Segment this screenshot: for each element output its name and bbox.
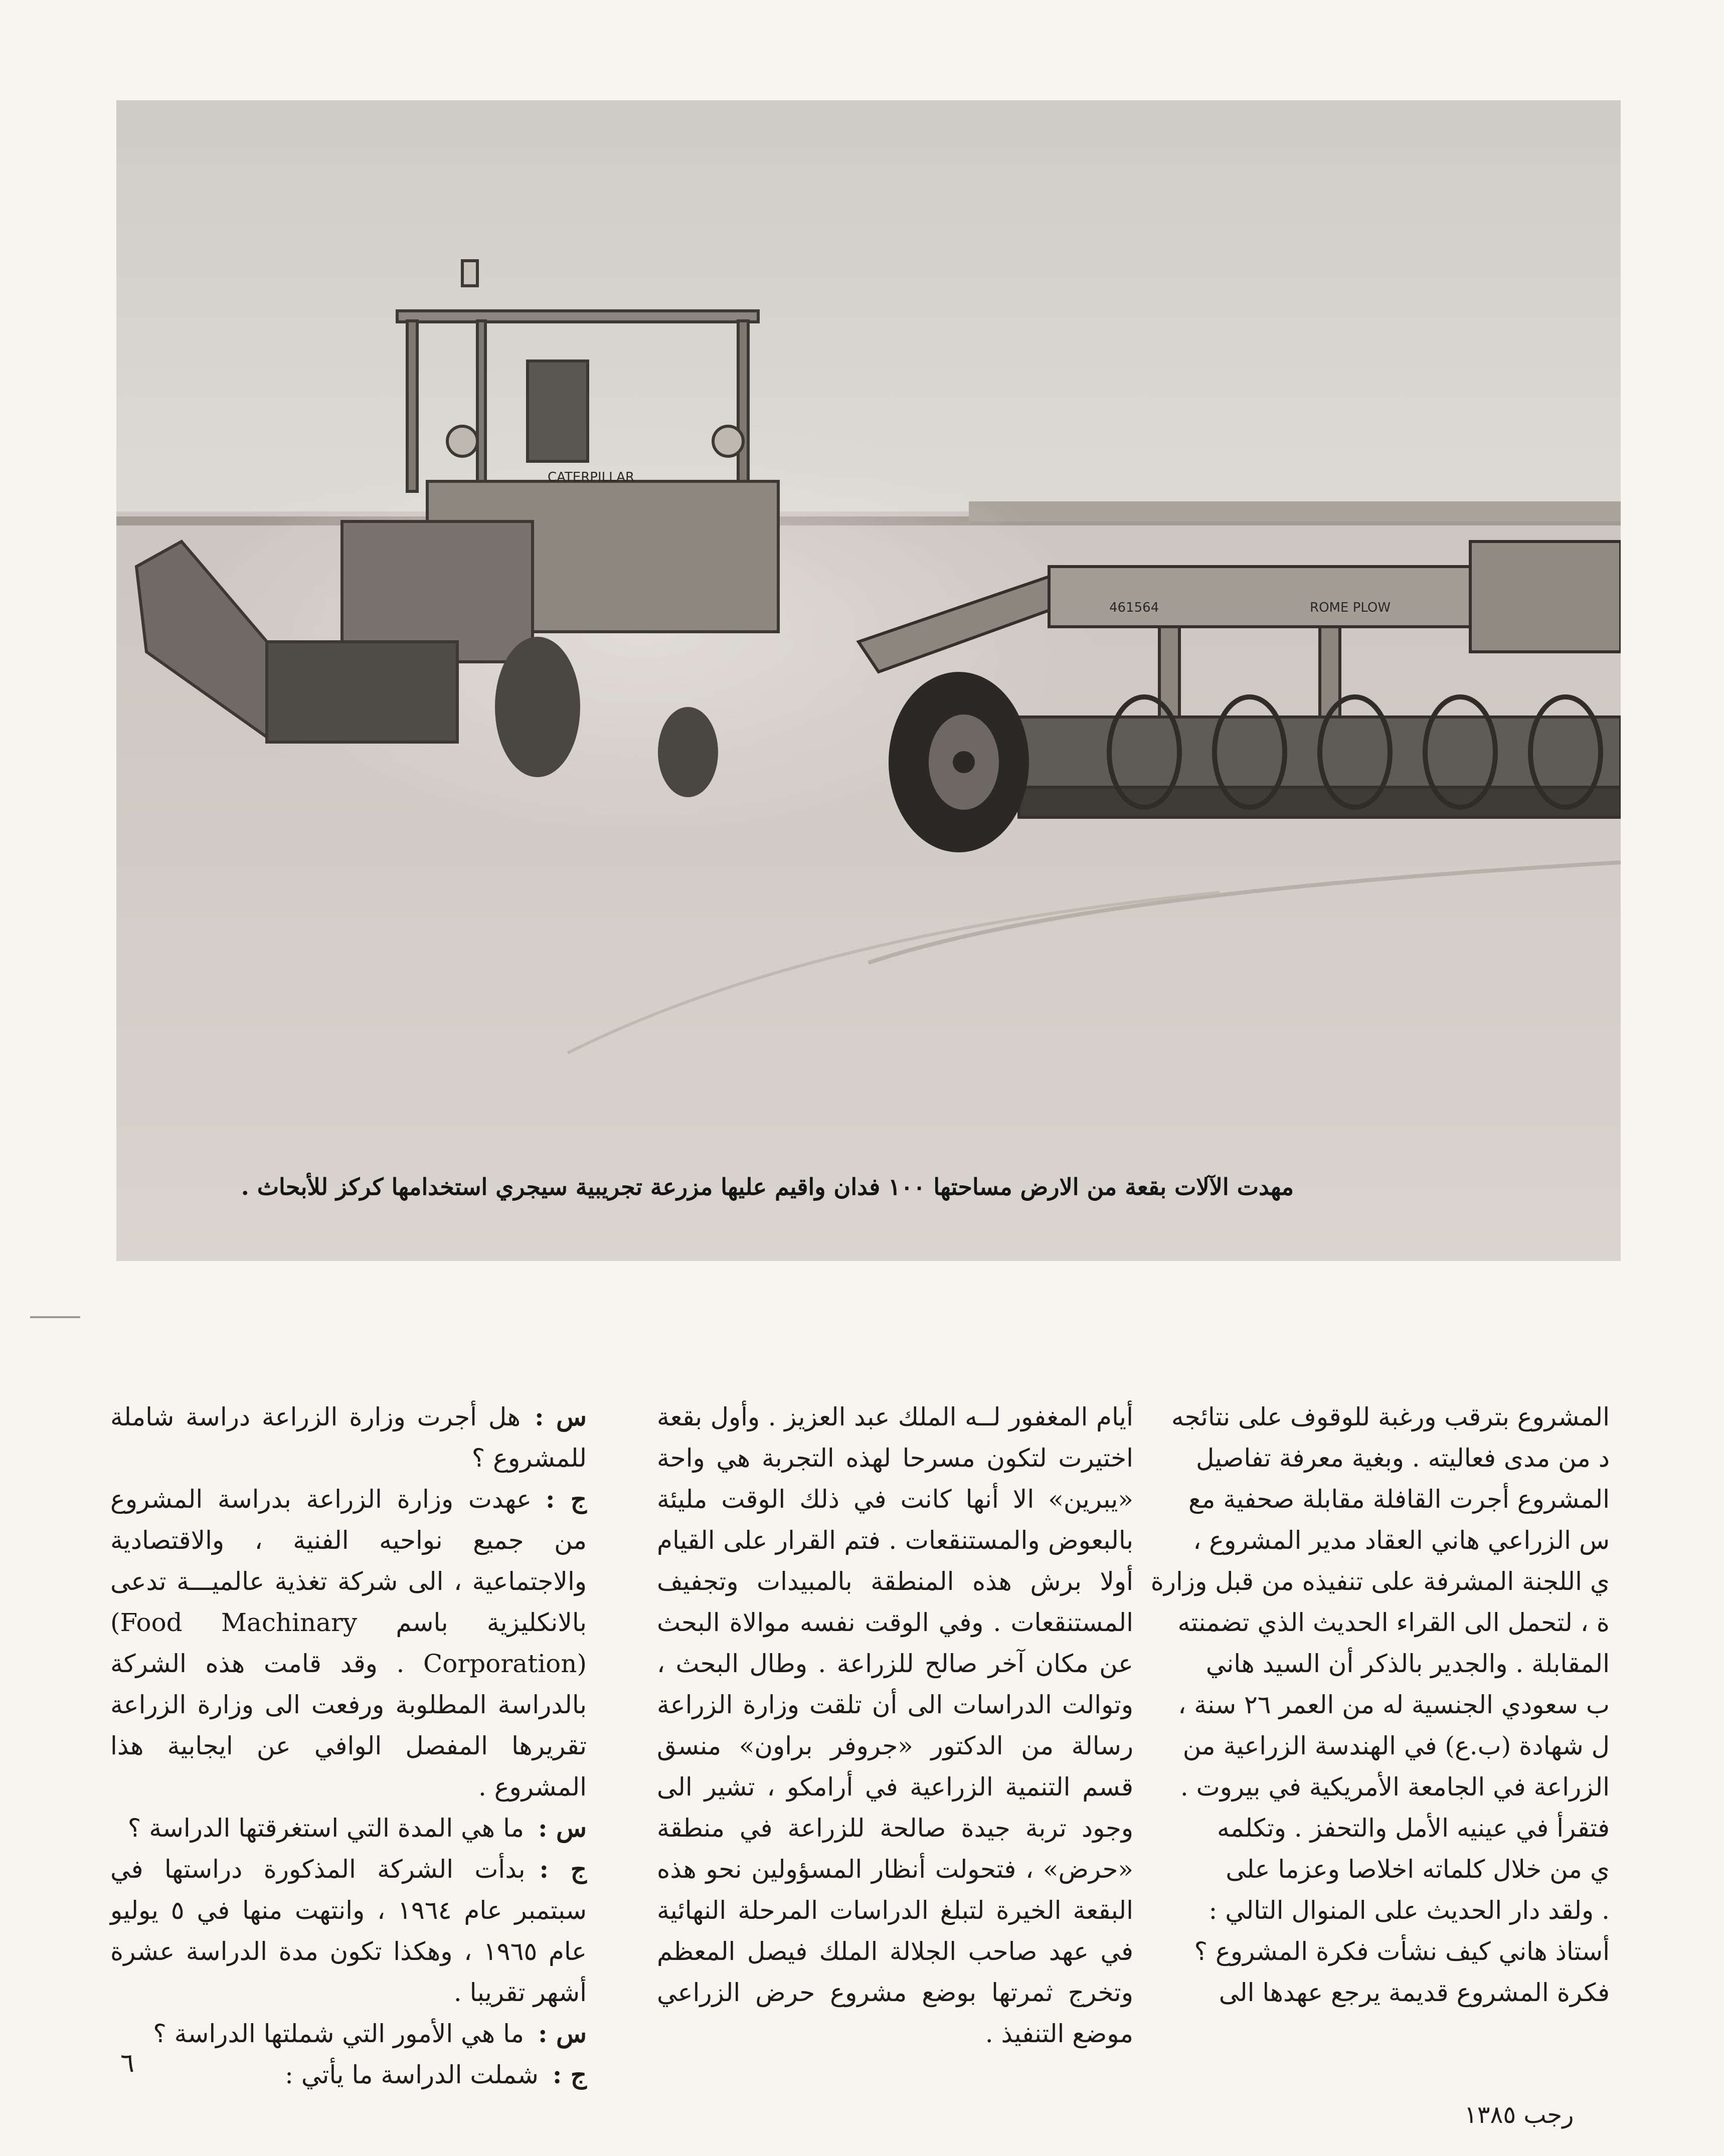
question-1 — [110, 1396, 587, 1479]
question-2 — [110, 1808, 587, 1849]
question-text: ما هي الأمور التي شملتها الدراسة ؟ — [153, 2019, 525, 2048]
answer-tag: ج : — [546, 1484, 587, 1514]
text-line: المقابلة . والجدير بالذكر أن السيد هاني — [1205, 1649, 1610, 1678]
question-tag: س : — [538, 2019, 587, 2048]
answer-text: . وقد قامت هذه الشركة بالدراسة المطلوبة ورفعت الى وزارة الزراعة تقريرها المفصل الوافي عن ايجابية هذا المشروع . — [110, 1649, 587, 1802]
tractor-badge: CATERPILLAR — [548, 470, 635, 485]
question-text: ما هي المدة التي استغرقتها الدراسة ؟ — [127, 1814, 525, 1843]
text-line: المشروع بترقب ورغبة للوقوف على نتائجه — [1171, 1402, 1610, 1431]
text-line: ب سعودي الجنسية له من العمر ٢٦ سنة ، — [1178, 1690, 1610, 1719]
text-line: . ولقد دار الحديث على المنوال التالي : — [1209, 1896, 1610, 1925]
margin-mark — [30, 1316, 80, 1318]
text-line: ي من خلال كلماته اخلاصا وعزما على — [1226, 1855, 1610, 1884]
text-line: س الزراعي هاني العقاد مدير المشروع ، — [1193, 1526, 1610, 1555]
issue-date: رجب ١٣٨٥ — [1464, 2101, 1574, 2129]
text-line: د من مدى فعاليته . وبغية معرفة تفاصيل — [1195, 1444, 1610, 1473]
text-line: ة ، لتحمل الى القراء الحديث الذي تضمنته — [1177, 1608, 1610, 1637]
answer-2 — [110, 1849, 587, 2013]
trailer-tire — [889, 672, 1029, 852]
trailer-plate-1: 461564 — [1109, 600, 1159, 615]
answer-1 — [110, 1479, 587, 1808]
question-tag: س : — [535, 1402, 587, 1431]
trailer-plate-2: ROME PLOW — [1310, 600, 1391, 615]
photo-image — [116, 100, 1621, 1261]
text-line: أستاذ هاني كيف نشأت فكرة المشروع ؟ — [1194, 1937, 1610, 1966]
answer-text: شملت الدراسة ما يأتي : — [285, 2060, 539, 2089]
answer-tag: ج : — [552, 2060, 587, 2089]
answer-3 — [110, 2054, 587, 2095]
question-text: هل أجرت وزارة الزراعة دراسة شاملة للمشروع ؟ — [110, 1402, 587, 1473]
tractor-photo — [116, 100, 1621, 1261]
article-column-left — [110, 1396, 587, 2095]
answer-text: عهدت وزارة الزراعة بدراسة المشروع من جميع نواحيه الفنية ، والاقتصادية والاجتماعية ، الى شركة تغذية عالميـــة تدعى بالانكليزية باسم — [110, 1485, 587, 1637]
answer-tag: ج : — [539, 1854, 587, 1884]
text-line: فكرة المشروع قديمة يرجع عهدها الى — [1219, 1978, 1610, 2007]
text-line: ي اللجنة المشرفة على تنفيذه من قبل وزارة — [1150, 1567, 1610, 1596]
text-line: ل شهادة (ب.ع) في الهندسة الزراعية من — [1182, 1731, 1610, 1760]
question-3 — [110, 2013, 587, 2054]
question-tag: س : — [538, 1813, 587, 1843]
text-line: الزراعة في الجامعة الأمريكية في بيروت . — [1180, 1772, 1610, 1802]
article-column-middle — [657, 1396, 1133, 2054]
answer-text: بدأت الشركة المذكورة دراستها في سبتمبر عام ١٩٦٤ ، وانتهت منها في ٥ يوليو عام ١٩٦٥ ، وهكذا تكون مدة الدراسة عشرة أشهر تقريبا . — [110, 1855, 587, 2007]
article-column-right — [1128, 1396, 1610, 2013]
company-name: (Food Machinary Corporation) — [110, 1608, 587, 1678]
page-number: ٦ — [120, 2048, 134, 2078]
photo-caption: مهدت الآلات بقعة من الارض مساحتها ١٠٠ فدان واقيم عليها مزرعة تجريبية سيجري استخدامها كركز للأبحاث . — [241, 1173, 1294, 1200]
column-paragraph: أيام المغفور لــه الملك عبد العزيز . وأول بقعة اختيرت لتكون مسرحا لهذه التجربة هي واحة «يبرين» الا أنها كانت في ذلك الوقت مليئة بالبعوض والمستنقعات . فتم القرار على القيام أولا برش هذه المنطقة بالمبيدات وتجفيف المستنقعات . وفي الوقت نفسه موالاة البحث عن مكان آخر صالح للزراعة . وطال البحث ، وتوالت الدراسات الى أن تلقت وزارة الزراعة رسالة من الدكتور «جروفر براون» منسق قسم التنمية الزراعية في أرامكو ، تشير الى وجود تربة جيدة صالحة للزراعة في منطقة «حرض» ، فتحولت أنظار المسؤولين نحو هذه البقعة الخيرة لتبلغ الدراسات المرحلة النهائية في عهد صاحب الجلالة الملك فيصل المعظم وتخرج ثمرتها بوضع مشروع حرض الزراعي موضع التنفيذ . — [657, 1402, 1133, 2048]
text-line: المشروع أجرت القافلة مقابلة صحفية مع — [1188, 1485, 1610, 1514]
text-line: فتقرأ في عينيه الأمل والتحفز . وتكلمه — [1217, 1814, 1610, 1843]
